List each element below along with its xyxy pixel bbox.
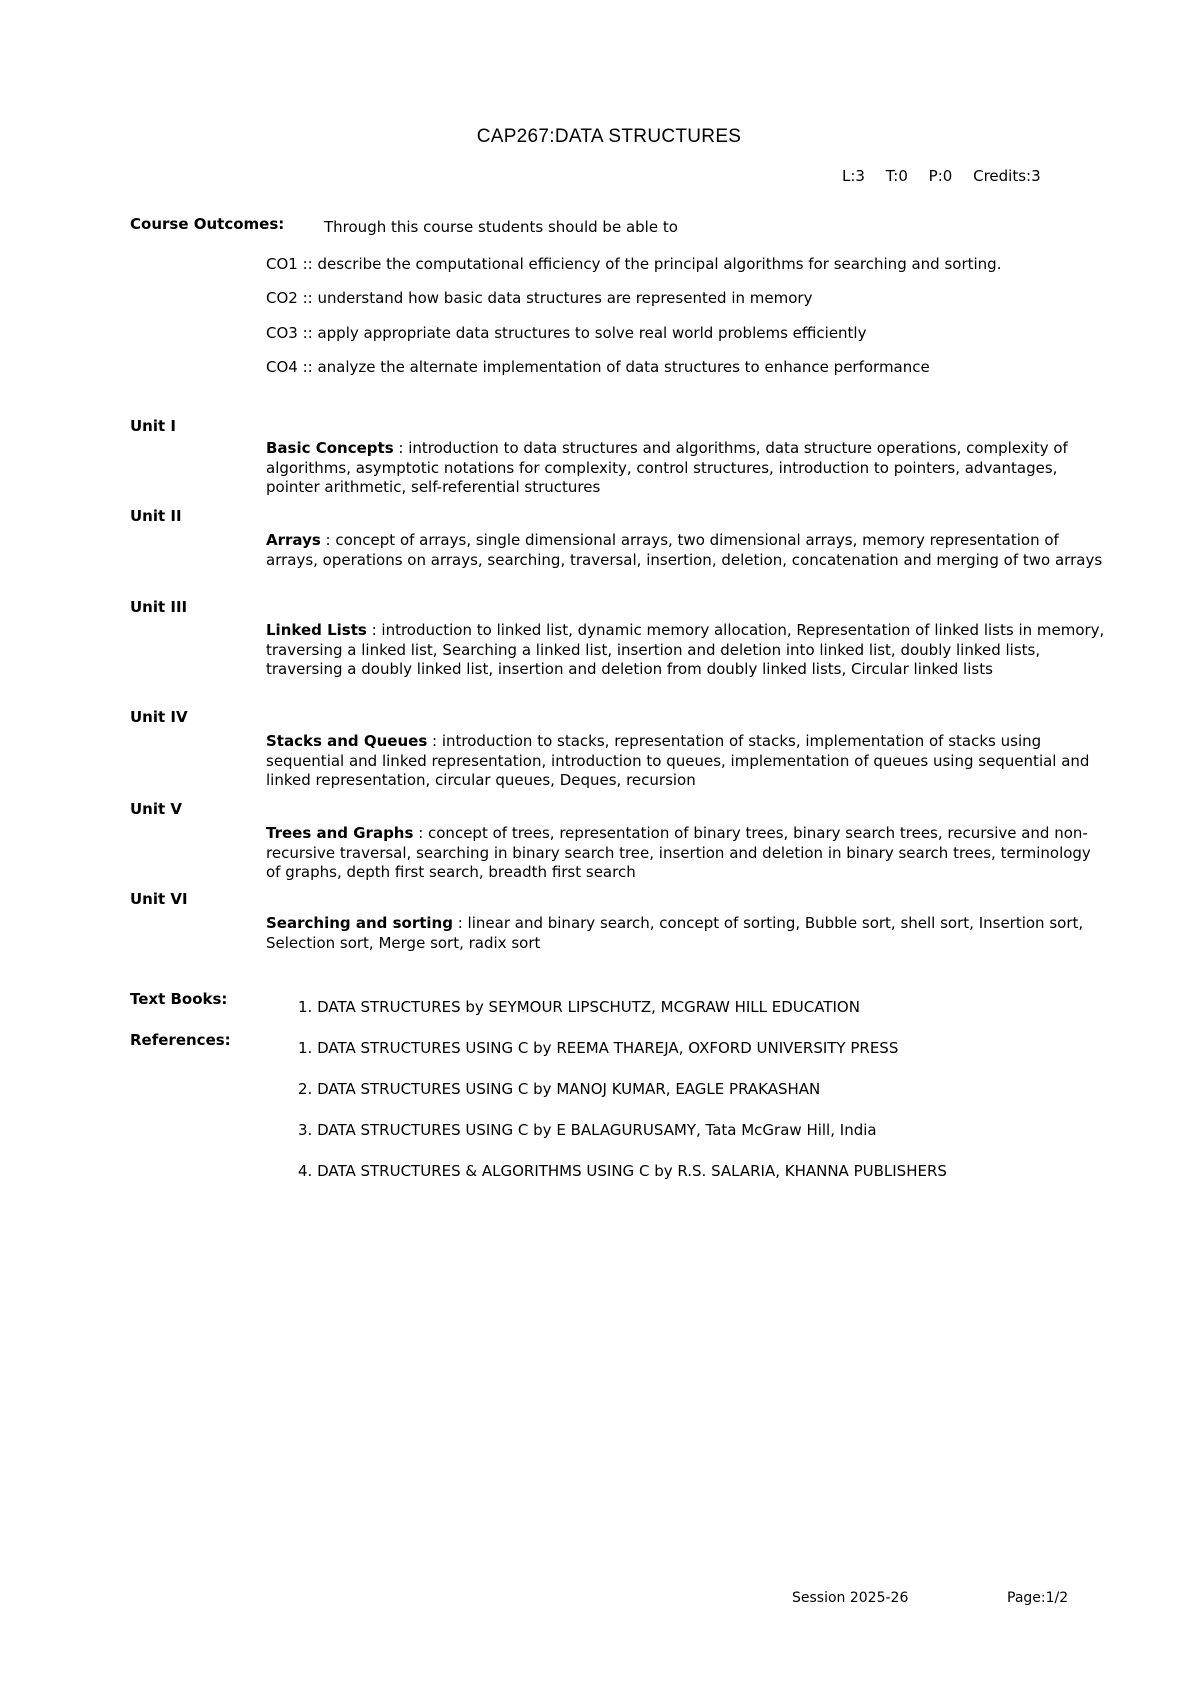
course-outcomes-intro: Through this course students should be able to: [324, 218, 678, 236]
unit-label: Unit IV: [130, 708, 188, 726]
unit-heading: Trees and Graphs: [266, 824, 414, 842]
footer-page-number: Page:1/2: [1007, 1590, 1069, 1606]
unit-description: [266, 621, 1106, 680]
reference-item: 1. DATA STRUCTURES USING C by REEMA THAREJA, OXFORD UNIVERSITY PRESS: [298, 1039, 899, 1057]
unit-label: Unit V: [130, 800, 183, 818]
unit-label: Unit III: [130, 598, 188, 616]
unit-label: Unit I: [130, 417, 176, 435]
unit-heading: Arrays: [266, 531, 321, 549]
course-outcome-item: CO1 :: describe the computational efficiency of the principal algorithms for searching and sorting.: [266, 255, 1002, 273]
course-credits: [842, 167, 1055, 185]
lecture-hours: L:3: [842, 167, 865, 185]
unit-content: : introduction to linked list, dynamic memory allocation, Representation of linked lists in memory, traversing a linked list, Searching a linked list, insertion and deletion into linked list, doubly linked lists, traversing a doubly linked list, insertion and deletion from doubly linked lists, Circular linked lists: [266, 621, 1105, 678]
footer-session: Session 2025-26: [792, 1590, 909, 1606]
unit-heading: Linked Lists: [266, 621, 367, 639]
course-outcome-item: CO2 :: understand how basic data structures are represented in memory: [266, 289, 813, 307]
unit-description: [266, 439, 1106, 498]
unit-content: : linear and binary search, concept of sorting, Bubble sort, shell sort, Insertion sort, Selection sort, Merge sort, radix sort: [266, 914, 1084, 952]
text-book-item: 1. DATA STRUCTURES by SEYMOUR LIPSCHUTZ, MCGRAW HILL EDUCATION: [298, 998, 860, 1016]
unit-content: : concept of trees, representation of binary trees, binary search trees, recursive and non-recursive traversal, searching in binary search tree, insertion and deletion in binary search trees, terminology of graphs, depth first search, breadth first search: [266, 824, 1091, 881]
reference-item: 3. DATA STRUCTURES USING C by E BALAGURUSAMY, Tata McGraw Hill, India: [298, 1121, 877, 1139]
unit-description: [266, 732, 1106, 791]
unit-content: : introduction to stacks, representation of stacks, implementation of stacks using sequential and linked representation, introduction to queues, implementation of queues using sequential and linked representation, circular queues, Deques, recursion: [266, 732, 1090, 789]
credits-value: Credits:3: [973, 167, 1041, 185]
course-title: CAP267:DATA STRUCTURES: [476, 126, 742, 147]
text-books-label: Text Books:: [130, 990, 228, 1008]
unit-heading: Searching and sorting: [266, 914, 453, 932]
references-label: References:: [130, 1031, 231, 1049]
unit-heading: Stacks and Queues: [266, 732, 428, 750]
course-outcome-item: CO4 :: analyze the alternate implementation of data structures to enhance performance: [266, 358, 930, 376]
unit-label: Unit VI: [130, 890, 188, 908]
course-outcome-item: CO3 :: apply appropriate data structures to solve real world problems efficiently: [266, 324, 867, 342]
reference-item: 4. DATA STRUCTURES & ALGORITHMS USING C by R.S. SALARIA, KHANNA PUBLISHERS: [298, 1162, 947, 1180]
unit-description: [266, 914, 1106, 953]
practical-hours: P:0: [928, 167, 953, 185]
unit-description: [266, 824, 1106, 883]
unit-description: [266, 531, 1106, 570]
unit-content: : concept of arrays, single dimensional arrays, two dimensional arrays, memory representation of arrays, operations on arrays, searching, traversal, insertion, deletion, concatenation and merging of two arrays: [266, 531, 1103, 569]
unit-heading: Basic Concepts: [266, 439, 394, 457]
reference-item: 2. DATA STRUCTURES USING C by MANOJ KUMAR, EAGLE PRAKASHAN: [298, 1080, 821, 1098]
course-outcomes-label: Course Outcomes:: [130, 215, 285, 233]
unit-content: : introduction to data structures and algorithms, data structure operations, complexity of algorithms, asymptotic notations for complexity, control structures, introduction to pointers, advantages, pointer arithmetic, self-referential structures: [266, 439, 1068, 496]
unit-label: Unit II: [130, 507, 182, 525]
tutorial-hours: T:0: [885, 167, 908, 185]
